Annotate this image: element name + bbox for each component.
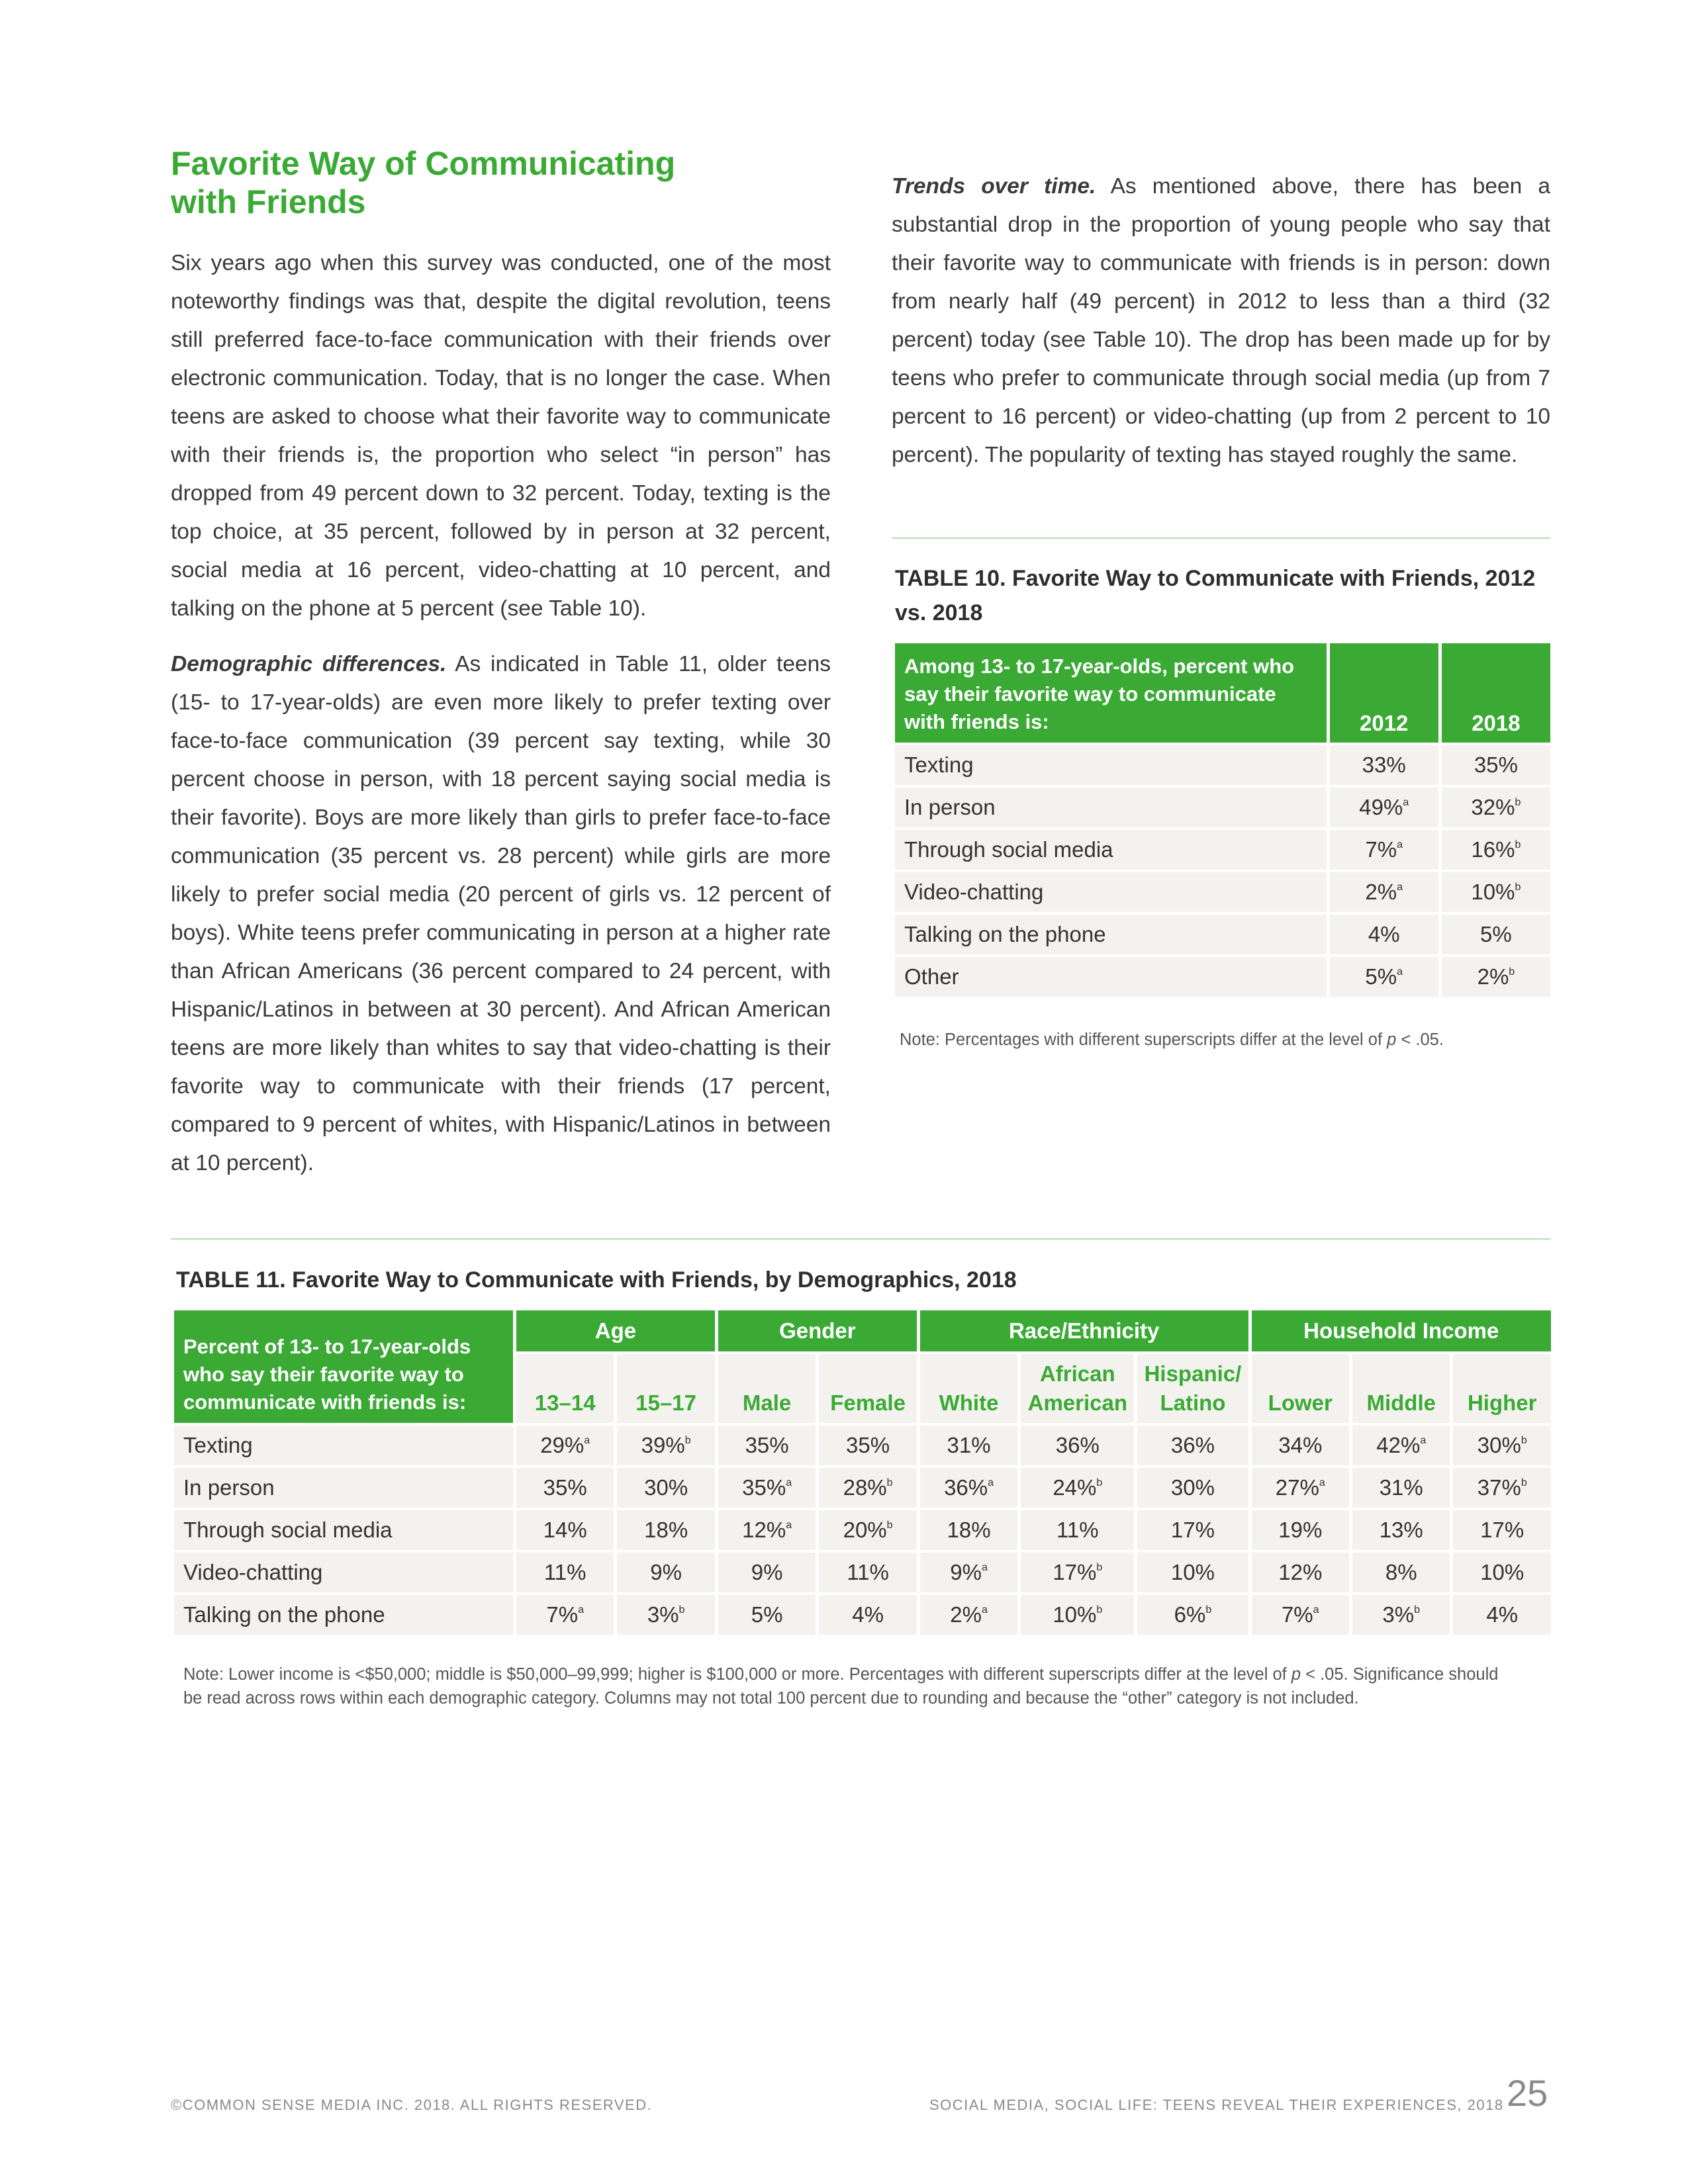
significance-marker: a (981, 1562, 988, 1573)
value-text: 3% (647, 1602, 679, 1627)
table-row (895, 957, 1550, 997)
significance-marker: b (886, 1477, 893, 1488)
trends-paragraph (892, 167, 1550, 475)
value-text: 36% (1055, 1433, 1100, 1457)
table-cell (617, 1468, 714, 1508)
table11-header: Percent of 13- to 17-year-olds who say their favorite way to communicate with friends is: (174, 1310, 513, 1423)
demographic-body: As indicated in Table 11, older teens (15- to 17-year-olds) are even more likely to prefer texting over face-to-face communication (39 percent say texting, while 30 percent choose in person, with 18 percent saying social media is their favorite). Boys are more likely than girls to prefer face-to-face communication (35 percent vs. 28 percent) while girls are more likely to prefer social media (20 percent of girls vs. 12 percent of boys). White teens prefer communicating in person at a higher rate than African Americans (36 percent compared to 24 percent, with Hispanic/Latinos in between at 30 percent). And African American teens are more likely than whites to say that video-chatting is their favorite way to communicate with their friends (17 percent, compared to 9 percent of whites, with Hispanic/Latinos in between at 10 percent). (171, 652, 831, 1175)
significance-marker: a (1397, 882, 1403, 893)
value-text: 13% (1379, 1518, 1423, 1542)
value-2018 (1442, 957, 1550, 997)
value-2018 (1442, 872, 1550, 912)
table11-group-gender: Gender (718, 1310, 917, 1351)
table-cell (1352, 1553, 1450, 1592)
value-text: 18% (644, 1518, 688, 1542)
demographic-lead: Demographic differences. (171, 652, 447, 676)
table10-note (900, 1028, 1548, 1052)
column-header: White (920, 1354, 1017, 1423)
table-cell (1137, 1510, 1248, 1550)
value-text: 7% (546, 1602, 579, 1627)
intro-paragraph: Six years ago when this survey was conducted, one of the most noteworthy findings was that, despite the digital revolution, teens still preferred face-to-face communication with their friends over electronic communication. Today, that is no longer the case. When teens are asked to choose what their favorite way to communicate with their friends is, the proportion who select “in person” has dropped from 49 percent down to 32 percent. Today, texting is the top choice, at 35 percent, followed by in person at 32 percent, social media at 16 percent, video-chatting at 10 percent, and talking on the phone at 5 percent (see Table 10). (171, 251, 831, 621)
table-cell (516, 1426, 614, 1465)
significance-marker: b (1521, 1477, 1527, 1488)
value-text: 42% (1376, 1433, 1421, 1457)
table-cell (1252, 1553, 1349, 1592)
table-row (174, 1553, 1551, 1592)
significance-marker: b (684, 1435, 691, 1446)
row-label: In person (895, 788, 1327, 827)
row-label: Video-chatting (895, 872, 1327, 912)
table-cell (920, 1595, 1017, 1635)
table-cell (718, 1595, 816, 1635)
demographic-paragraph (171, 645, 831, 1183)
table10-note-text: Note: Percentages with different superscripts differ at the level of (900, 1030, 1387, 1049)
row-label: Talking on the phone (174, 1595, 513, 1635)
value-2018 (1442, 788, 1550, 827)
table-cell (1252, 1426, 1349, 1465)
value-text: 3% (1382, 1602, 1415, 1627)
table11 (171, 1308, 1554, 1637)
significance-marker: a (981, 1604, 988, 1615)
significance-marker: b (679, 1604, 685, 1615)
significance-marker: a (988, 1477, 994, 1488)
table-cell (819, 1595, 916, 1635)
footer-copyright: ©COMMON SENSE MEDIA INC. 2018. ALL RIGHTS RESERVED. (171, 2097, 653, 2113)
value-text: 5% (1365, 964, 1397, 989)
table-cell (1352, 1595, 1450, 1635)
value-2012 (1330, 788, 1438, 827)
table-cell (1352, 1426, 1450, 1465)
value-text: 2% (1477, 964, 1509, 989)
value-text: 9% (650, 1560, 682, 1584)
table-cell (1453, 1468, 1551, 1508)
table11-note-suffix: < .05. Significance should be read across rows within each demographic category. Columns may not total 100 percent due to rounding and because the “other” category is not included. (183, 1665, 1499, 1707)
table-cell (718, 1553, 816, 1592)
value-text: 2% (950, 1602, 982, 1627)
value-text: 9% (950, 1560, 982, 1584)
value-text: 39% (641, 1433, 685, 1457)
significance-marker: a (1319, 1477, 1325, 1488)
significance-marker: a (1397, 966, 1403, 978)
table-cell (1021, 1510, 1134, 1550)
table11-title: TABLE 11. Favorite Way to Communicate with Friends, by Demographics, 2018 (176, 1267, 1017, 1293)
table-row (174, 1510, 1551, 1550)
row-label: Other (895, 957, 1327, 997)
value-text: 12% (742, 1518, 786, 1542)
value-text: 17% (1053, 1560, 1097, 1584)
row-label: Texting (895, 745, 1327, 785)
table10-title: TABLE 10. Favorite Way to Communicate with Friends, 2012 vs. 2018 (895, 566, 1536, 625)
significance-marker: b (1515, 839, 1521, 850)
table-cell (617, 1510, 714, 1550)
row-label: Talking on the phone (895, 915, 1327, 954)
value-2012 (1330, 830, 1438, 870)
value-text: 28% (843, 1475, 887, 1500)
value-text: 11% (543, 1560, 586, 1584)
value-text: 35% (745, 1433, 789, 1457)
column-header: Middle (1352, 1354, 1450, 1423)
table11-group-income: Household Income (1252, 1310, 1551, 1351)
table-cell (1137, 1595, 1248, 1635)
value-text: 19% (1278, 1518, 1323, 1542)
value-text: 11% (847, 1560, 889, 1584)
value-2018 (1442, 830, 1550, 870)
value-text: 5% (751, 1602, 783, 1627)
table-cell (819, 1510, 916, 1550)
value-text: 35% (846, 1433, 890, 1457)
significance-marker: b (1096, 1562, 1103, 1573)
column-header: Female (819, 1354, 916, 1423)
value-text: 24% (1053, 1475, 1097, 1500)
table-cell (1453, 1553, 1551, 1592)
table-cell (920, 1426, 1017, 1465)
significance-marker: b (1205, 1604, 1212, 1615)
column-header: Male (718, 1354, 816, 1423)
significance-marker: b (1414, 1604, 1421, 1615)
value-text: 11% (1056, 1518, 1099, 1542)
table-cell (1352, 1510, 1450, 1550)
significance-marker: b (1096, 1477, 1103, 1488)
value-text: 31% (947, 1433, 991, 1457)
value-text: 4% (852, 1602, 884, 1627)
significance-marker: a (1313, 1604, 1319, 1615)
value-text: 36% (944, 1475, 988, 1500)
table-cell (617, 1553, 714, 1592)
significance-marker: b (1509, 966, 1515, 978)
table-cell (617, 1595, 714, 1635)
table11-note-p: p (1291, 1665, 1301, 1684)
table-row (174, 1426, 1551, 1465)
table-cell (516, 1595, 614, 1635)
table10-note-p: p (1387, 1030, 1397, 1049)
row-label: Through social media (174, 1510, 513, 1550)
significance-marker: b (1096, 1604, 1103, 1615)
value-text: 34% (1278, 1433, 1323, 1457)
column-header: Hispanic/ Latino (1137, 1354, 1248, 1423)
value-text: 10% (1471, 880, 1515, 904)
table10-note-suffix: < .05. (1396, 1030, 1444, 1049)
table-row (895, 788, 1550, 827)
significance-marker: a (786, 1477, 792, 1488)
significance-marker: b (1521, 1435, 1527, 1446)
value-text: 9% (751, 1560, 783, 1584)
table11-group-age: Age (516, 1310, 715, 1351)
row-label: Texting (174, 1426, 513, 1465)
significance-marker: a (786, 1520, 792, 1531)
table-cell (920, 1468, 1017, 1508)
column-header: Higher (1453, 1354, 1551, 1423)
value-text: 36% (1170, 1433, 1215, 1457)
table-cell (819, 1426, 916, 1465)
value-text: 20% (843, 1518, 887, 1542)
table-cell (1453, 1426, 1551, 1465)
table11-note-text: Note: Lower income is <$50,000; middle is $50,000–99,999; higher is $100,000 or more. Percentages with different superscripts differ at the level of (183, 1665, 1291, 1684)
value-text: 49% (1359, 795, 1403, 819)
table-row (174, 1595, 1551, 1635)
value-text: 5% (1480, 922, 1512, 946)
table-cell (1352, 1468, 1450, 1508)
value-text: 2% (1365, 880, 1397, 904)
table10-col-2018: 2018 (1442, 643, 1550, 743)
trends-body: As mentioned above, there has been a substantial drop in the proportion of young people who say that their favorite way to communicate with friends is in person: down from nearly half (49 percent) in 2012 to less than a third (32 percent) today (see Table 10). The drop has been made up for by teens who prefer to communicate through social media (up from 7 percent to 16 percent) or video-chatting (up from 2 percent to 10 percent). The popularity of texting has stayed roughly the same. (892, 174, 1550, 467)
table10-divider (892, 537, 1550, 539)
section-heading: Favorite Way of Communicating with Friends (171, 145, 676, 220)
value-text: 37% (1477, 1475, 1521, 1500)
table-cell (1252, 1595, 1349, 1635)
value-text: 27% (1275, 1475, 1319, 1500)
table-cell (819, 1553, 916, 1592)
table-row (895, 745, 1550, 785)
table10 (892, 641, 1554, 999)
value-text: 7% (1365, 837, 1397, 862)
table-cell (1137, 1553, 1248, 1592)
table10-col-2012: 2012 (1330, 643, 1438, 743)
table-cell (1021, 1553, 1134, 1592)
table-cell (1021, 1468, 1134, 1508)
table-row (895, 915, 1550, 954)
significance-marker: a (584, 1435, 590, 1446)
significance-marker: a (1420, 1435, 1427, 1446)
column-header: 13–14 (516, 1354, 614, 1423)
value-2012 (1330, 745, 1438, 785)
value-text: 35% (1474, 752, 1518, 777)
value-text: 29% (540, 1433, 585, 1457)
value-text: 7% (1281, 1602, 1313, 1627)
value-text: 35% (543, 1475, 587, 1500)
value-2018 (1442, 915, 1550, 954)
value-text: 4% (1486, 1602, 1519, 1627)
value-text: 31% (1379, 1475, 1423, 1500)
significance-marker: a (1403, 797, 1409, 808)
table11-group-race: Race/Ethnicity (920, 1310, 1248, 1351)
value-text: 12% (1278, 1560, 1323, 1584)
table-cell (1252, 1468, 1349, 1508)
value-text: 4% (1368, 922, 1400, 946)
table-cell (718, 1510, 816, 1550)
page-number: 25 (1507, 2072, 1548, 2114)
column-header: African American (1021, 1354, 1134, 1423)
right-column-text (892, 167, 1550, 475)
significance-marker: b (1515, 882, 1521, 893)
value-text: 6% (1174, 1602, 1206, 1627)
table-cell (617, 1426, 714, 1465)
value-text: 30% (1477, 1433, 1521, 1457)
table-cell (1021, 1595, 1134, 1635)
significance-marker: b (886, 1520, 893, 1531)
left-column-text (171, 244, 831, 1183)
table-row (895, 872, 1550, 912)
table11-note (183, 1662, 1507, 1710)
value-text: 8% (1385, 1560, 1417, 1584)
value-text: 17% (1170, 1518, 1215, 1542)
table-cell (819, 1468, 916, 1508)
trends-lead: Trends over time. (892, 174, 1096, 199)
table-cell (718, 1468, 816, 1508)
value-text: 33% (1362, 752, 1406, 777)
row-label: In person (174, 1468, 513, 1508)
table-cell (1453, 1510, 1551, 1550)
table-cell (1137, 1426, 1248, 1465)
value-text: 18% (947, 1518, 991, 1542)
table-cell (1252, 1510, 1349, 1550)
value-text: 30% (644, 1475, 688, 1500)
table-row (895, 830, 1550, 870)
value-text: 32% (1471, 795, 1515, 819)
value-text: 14% (543, 1518, 587, 1542)
table10-header: Among 13- to 17-year-olds, percent who say their favorite way to communicate with friends is: (895, 643, 1327, 743)
table-cell (920, 1553, 1017, 1592)
table-cell (920, 1510, 1017, 1550)
table-cell (1137, 1468, 1248, 1508)
table-cell (516, 1510, 614, 1550)
significance-marker: b (1515, 797, 1521, 808)
value-text: 10% (1053, 1602, 1097, 1627)
value-2012 (1330, 915, 1438, 954)
value-2018 (1442, 745, 1550, 785)
table-cell (718, 1426, 816, 1465)
value-text: 35% (742, 1475, 786, 1500)
value-text: 10% (1170, 1560, 1215, 1584)
table-cell (516, 1468, 614, 1508)
table11-divider (171, 1238, 1550, 1240)
significance-marker: a (1397, 839, 1403, 850)
column-header: 15–17 (617, 1354, 714, 1423)
value-text: 10% (1480, 1560, 1524, 1584)
value-2012 (1330, 872, 1438, 912)
column-header: Lower (1252, 1354, 1349, 1423)
value-text: 16% (1471, 837, 1515, 862)
table-cell (1021, 1426, 1134, 1465)
table-cell (1453, 1595, 1551, 1635)
significance-marker: a (578, 1604, 584, 1615)
row-label: Through social media (895, 830, 1327, 870)
table-cell (516, 1553, 614, 1592)
row-label: Video-chatting (174, 1553, 513, 1592)
value-text: 17% (1480, 1518, 1524, 1542)
value-2012 (1330, 957, 1438, 997)
footer-report-title: SOCIAL MEDIA, SOCIAL LIFE: TEENS REVEAL THEIR EXPERIENCES, 2018 (929, 2097, 1504, 2113)
value-text: 30% (1170, 1475, 1215, 1500)
table-row (174, 1468, 1551, 1508)
